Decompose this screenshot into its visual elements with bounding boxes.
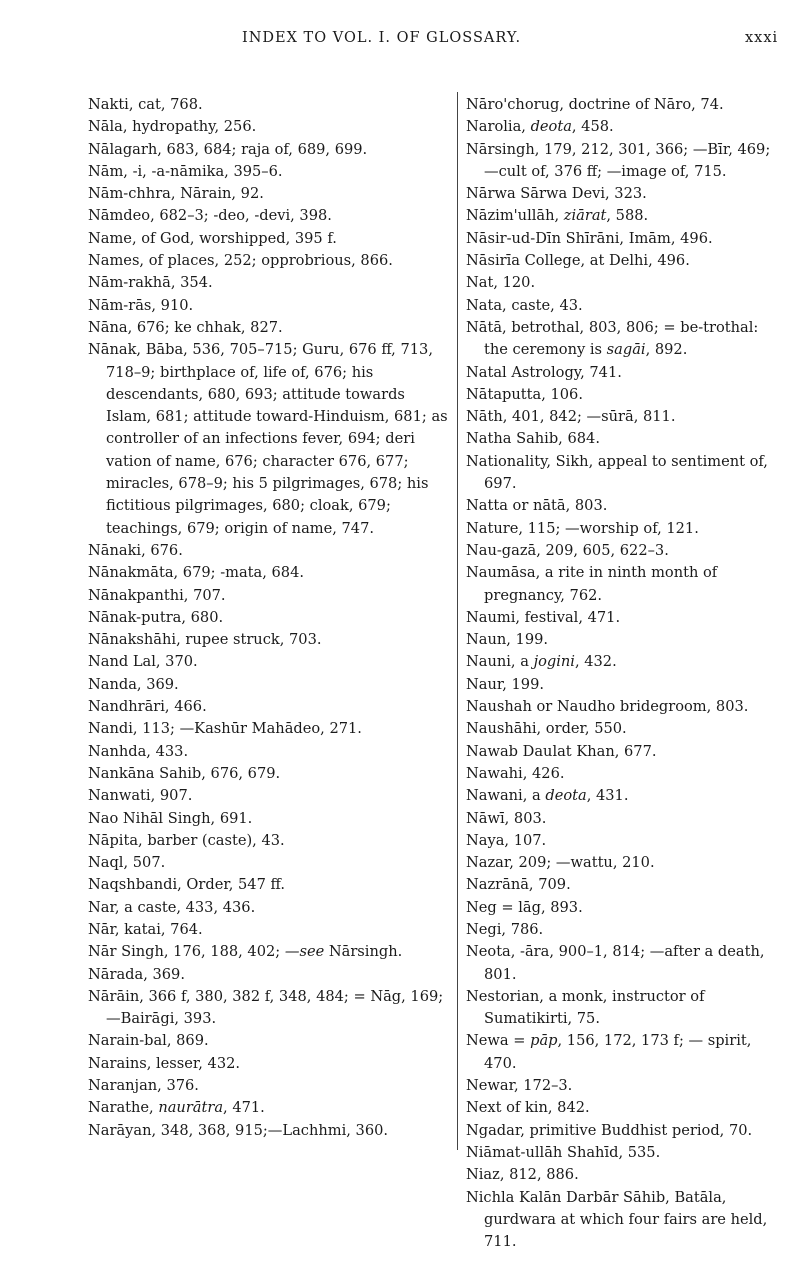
- index-entry: Nature, 115; —worship of, 121.: [466, 519, 699, 537]
- index-entry: Narathe, naurātra, 471.: [88, 1099, 265, 1117]
- index-entry: Nām-rās, 910.: [88, 296, 194, 314]
- index-entry: Nānak-putra, 680.: [88, 608, 224, 626]
- index-entry: Nankāna Sahib, 676, 679.: [88, 764, 281, 782]
- index-entry: Nandi, 113; —Kashūr Mahādeo, 271.: [88, 720, 362, 738]
- index-entry: Naun, 199.: [466, 631, 549, 649]
- index-entry: Naumi, festival, 471.: [466, 608, 621, 626]
- index-entry: Nātaputta, 106.: [466, 385, 583, 403]
- index-entry: Nānak, Bāba, 536, 705–715; Guru, 676 ff, 713, 718–9; birthplace of, life of, 676; his descendants, 680, 693; attitude towards Islam, 681; attitude toward-Hinduism, 681; as controller of an infections fever, 694; deri vation of name, 676; character 676, 677; miracles, 678–9; his 5 pilgrimages, 678; his fictitious pilgrimages, 680; cloak, 679; teachings, 679; origin of name, 747.: [88, 341, 448, 537]
- index-entry: Neg = lāg, 893.: [466, 898, 583, 916]
- index-entry: Naranjan, 376.: [88, 1077, 199, 1095]
- index-entry: Nām-chhra, Nārain, 92.: [88, 185, 264, 203]
- column-divider: [457, 92, 458, 1150]
- index-entry: Negi, 786.: [466, 920, 544, 938]
- index-entry: Nawab Daulat Khan, 677.: [466, 742, 657, 760]
- index-entry: Nāth, 401, 842; —sūrā, 811.: [466, 408, 676, 426]
- index-entry: Nanwati, 907.: [88, 787, 193, 805]
- index-entry: Nazrānā, 709.: [466, 876, 571, 894]
- index-entry: Nām, -i, -a-nāmika, 395–6.: [88, 162, 283, 180]
- index-entry: Naqshbandi, Order, 547 ff.: [88, 876, 285, 894]
- index-entry: Nawani, a deota, 431.: [466, 787, 629, 805]
- index-entry: Narains, lesser, 432.: [88, 1054, 241, 1072]
- index-entry: Nazar, 209; —wattu, 210.: [466, 854, 655, 872]
- index-entry: Nāwī, 803.: [466, 809, 547, 827]
- index-entry: Nārsingh, 179, 212, 301, 366; —Bīr, 469; —cult of, 376 ff; —image of, 715.: [466, 140, 771, 180]
- index-entry: Nām-rakhā, 354.: [88, 274, 213, 292]
- index-entry: Narolia, deota, 458.: [466, 118, 614, 136]
- index-entry: Newa = pāp, 156, 172, 173 f; — spirit, 470.: [466, 1032, 752, 1072]
- index-entry: Narain-bal, 869.: [88, 1032, 209, 1050]
- index-entry: Nakti, cat, 768.: [88, 96, 203, 113]
- index-entry: Nāro'chorug, doctrine of Nāro, 74.: [466, 96, 724, 113]
- index-entry: Nauni, a jogini, 432.: [466, 653, 617, 671]
- index-entry: Nāla, hydropathy, 256.: [88, 118, 257, 136]
- index-entry: Natha Sahib, 684.: [466, 430, 600, 448]
- index-entry: Naur, 199.: [466, 675, 545, 693]
- index-entry: Next of kin, 842.: [466, 1099, 590, 1117]
- page-number: xxxi: [745, 30, 779, 46]
- index-entry: Naushah or Naudho bridegroom, 803.: [466, 698, 749, 716]
- index-entry: Nāna, 676; ke chhak, 827.: [88, 318, 283, 336]
- index-entry: Nānakpanthi, 707.: [88, 586, 226, 604]
- index-entry: Natal Astrology, 741.: [466, 363, 622, 381]
- index-entry: Nānakshāhi, rupee struck, 703.: [88, 631, 322, 649]
- index-entry: Narāyan, 348, 368, 915;—Lachhmi, 360.: [88, 1121, 389, 1139]
- index-entry: Nanda, 369.: [88, 675, 179, 693]
- index-entry: Nao Nihāl Singh, 691.: [88, 809, 253, 827]
- index-entry: Nestorian, a monk, instructor of Sumatikirti, 75.: [466, 987, 705, 1028]
- running-title: INDEX TO VOL. I. OF GLOSSARY.: [242, 30, 522, 46]
- index-entry: Naql, 507.: [88, 854, 166, 872]
- index-entry: Nātā, betrothal, 803, 806; = be-trothal: the ceremony is sagāi, 892.: [466, 318, 759, 359]
- index-column-left: [88, 94, 450, 1142]
- index-entry: Niāmat-ullāh Shahīd, 535.: [466, 1143, 661, 1161]
- index-entry: Nāzim'ullāh, ziārat, 588.: [466, 207, 649, 225]
- index-entry: Ngadar, primitive Buddhist period, 70.: [466, 1121, 753, 1139]
- index-entry: Nawahi, 426.: [466, 764, 565, 782]
- index-entry: Nānaki, 676.: [88, 541, 183, 559]
- index-entry: Nanhda, 433.: [88, 742, 189, 760]
- index-entry: Nand Lal, 370.: [88, 653, 198, 671]
- index-entry: Nata, caste, 43.: [466, 296, 583, 314]
- index-entry: Naushāhi, order, 550.: [466, 720, 627, 738]
- index-entry: Names, of places, 252; opprobrious, 866.: [88, 252, 393, 270]
- index-entry: Nandhrāri, 466.: [88, 698, 207, 716]
- index-entry: Nāpita, barber (caste), 43.: [88, 831, 285, 849]
- index-entry: Nat, 120.: [466, 274, 536, 292]
- index-entry: Nāsir-ud-Dīn Shīrāni, Imām, 496.: [466, 229, 713, 247]
- index-entry: Newar, 172–3.: [466, 1077, 573, 1095]
- index-entry: Nichla Kalān Darbār Sāhib, Batāla, gurdwara at which four fairs are held, 711.: [466, 1188, 768, 1251]
- index-entry: Naumāsa, a rite in ninth month of pregnancy, 762.: [466, 564, 718, 604]
- index-entry: Nārwa Sārwa Devi, 323.: [466, 185, 647, 203]
- index-column-right: [466, 94, 778, 1253]
- index-entry: Nānakmāta, 679; -mata, 684.: [88, 564, 305, 582]
- index-entry: Niaz, 812, 886.: [466, 1166, 579, 1184]
- index-entry: Nationality, Sikh, appeal to sentiment of, 697.: [466, 452, 768, 493]
- index-entry: Nārāin, 366 f, 380, 382 f, 348, 484; = Nāg, 169; —Bairāgi, 393.: [88, 987, 444, 1028]
- index-entry: Nāsirīa College, at Delhi, 496.: [466, 252, 690, 270]
- index-entry: Nar, a caste, 433, 436.: [88, 898, 256, 916]
- index-entry: Nārada, 369.: [88, 965, 185, 983]
- index-entry: Nau-gazā, 209, 605, 622–3.: [466, 541, 669, 559]
- index-entry: Nāmdeo, 682–3; -deo, -devi, 398.: [88, 207, 332, 225]
- index-entry: Nār Singh, 176, 188, 402; —see Nārsingh.: [88, 943, 403, 961]
- index-entry: Nār, katai, 764.: [88, 920, 203, 938]
- index-entry: Naya, 107.: [466, 831, 547, 849]
- index-entry: Name, of God, worshipped, 395 f.: [88, 229, 337, 247]
- index-entry: Neota, -āra, 900–1, 814; —after a death, 801.: [466, 943, 765, 983]
- index-entry: Nālagarh, 683, 684; raja of, 689, 699.: [88, 140, 368, 158]
- index-entry: Natta or nātā, 803.: [466, 497, 608, 515]
